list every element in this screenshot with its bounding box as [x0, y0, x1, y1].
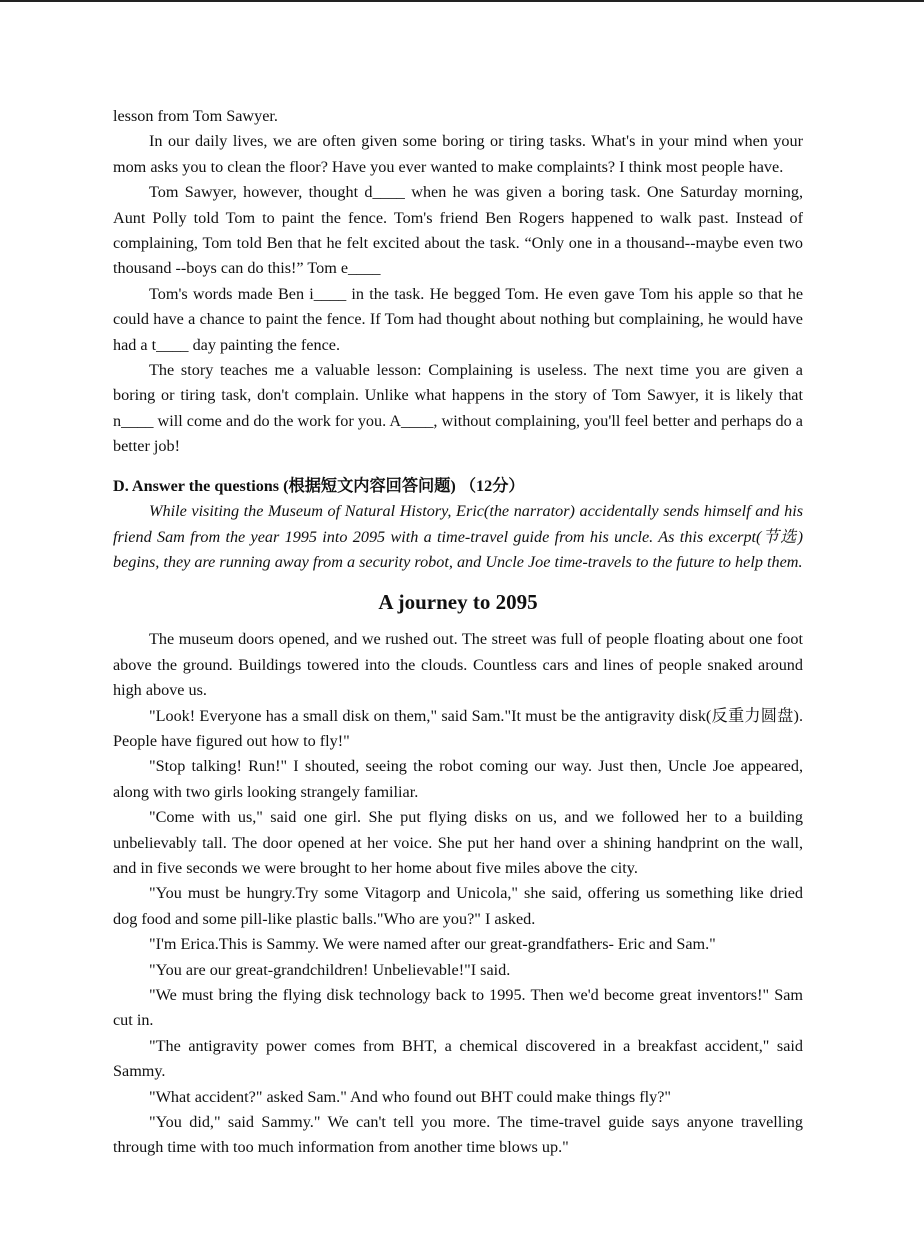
story-paragraph: "You must be hungry.Try some Vitagorp and Unicola," she said, offering us something like dried dog food and some pill-like plastic balls."Who are you?" I asked. — [113, 884, 803, 928]
story-paragraph: "We must bring the flying disk technology back to 1995. Then we'd become great inventors!" Sam cut in. — [113, 986, 803, 1030]
section-d-heading — [113, 474, 803, 499]
story-paragraph: "Look! Everyone has a small disk on them," said Sam."It must be the antigravity disk(反重力圆盘). People have figured out how to fly!" — [113, 706, 803, 750]
story-paragraph: The museum doors opened, and we rushed out. The street was full of people floating about one foot above the ground. Buildings towered into the clouds. Countless cars and lines of people snaked around high above us. — [113, 630, 803, 700]
story-paragraph: "The antigravity power comes from BHT, a chemical discovered in a breakfast accident," said Sammy. — [113, 1036, 803, 1081]
story-paragraph: "You are our great-grandchildren! Unbelievable!"I said. — [149, 960, 511, 979]
story-paragraph: "What accident?" asked Sam." And who found out BHT could make things fly?" — [149, 1087, 671, 1106]
section-d-heading-en: D. Answer the questions — [113, 476, 280, 495]
passage-c-paragraph: The story teaches me a valuable lesson: Complaining is useless. The next time you are given a boring or tiring task, don't complain. Unlike what happens in the story of Tom Sawyer, it is likely that n____ will come and do the work for you. A____, without complaining, you'll feel better and perhaps do a better job! — [113, 361, 803, 456]
story-paragraph: "You did," said Sammy." We can't tell you more. The time-travel guide says anyone travelling through time with too much information from another time blows up." — [113, 1113, 803, 1157]
top-border — [0, 0, 924, 2]
story-title: A journey to 2095 — [378, 590, 538, 615]
section-d-intro: While visiting the Museum of Natural History, Eric(the narrator) accidentally sends himself and his friend Sam from the year 1995 into 2095 with a time-travel guide from his uncle. As this excerpt(节选) begins, they are running away from a security robot, and Uncle Joe time-travels to the future to help them. — [113, 502, 803, 571]
passage-c-first-line: lesson from Tom Sawyer. — [113, 107, 278, 125]
story-paragraph: "I'm Erica.This is Sammy. We were named after our great-grandfathers- Eric and Sam." — [149, 935, 716, 954]
story-paragraph: "Stop talking! Run!" I shouted, seeing the robot coming our way. Just then, Uncle Joe appeared, along with two girls looking strangely familiar. — [113, 757, 803, 801]
page-content — [113, 104, 803, 1161]
section-d-points: （12分） — [459, 476, 525, 495]
section-d-heading-cn: (根据短文内容回答问题) — [283, 476, 456, 495]
passage-c-paragraph: Tom's words made Ben i____ in the task. He begged Tom. He even gave Tom his apple so that he could have a chance to paint the fence. If Tom had thought about nothing but complaining, he would have had a t____ day painting the fence. — [113, 284, 803, 354]
story-paragraph: "Come with us," said one girl. She put flying disks on us, and we followed her to a building unbelievably tall. The door opened at her voice. She put her hand over a shining handprint on the wall, and in five seconds we were brought to her home about five miles above the city. — [113, 808, 803, 877]
passage-c-paragraph: In our daily lives, we are often given some boring or tiring tasks. What's in your mind when your mom asks you to clean the floor? Have you ever wanted to make complaints? I think most people have. — [113, 132, 803, 176]
passage-c-paragraph: Tom Sawyer, however, thought d____ when he was given a boring task. One Saturday morning, Aunt Polly told Tom to paint the fence. Tom's friend Ben Rogers happened to walk past. Instead of complaining, Tom told Ben that he felt excited about the task. “Only one in a thousand--maybe even two thousand --boys can do this!” Tom e____ — [113, 183, 803, 278]
